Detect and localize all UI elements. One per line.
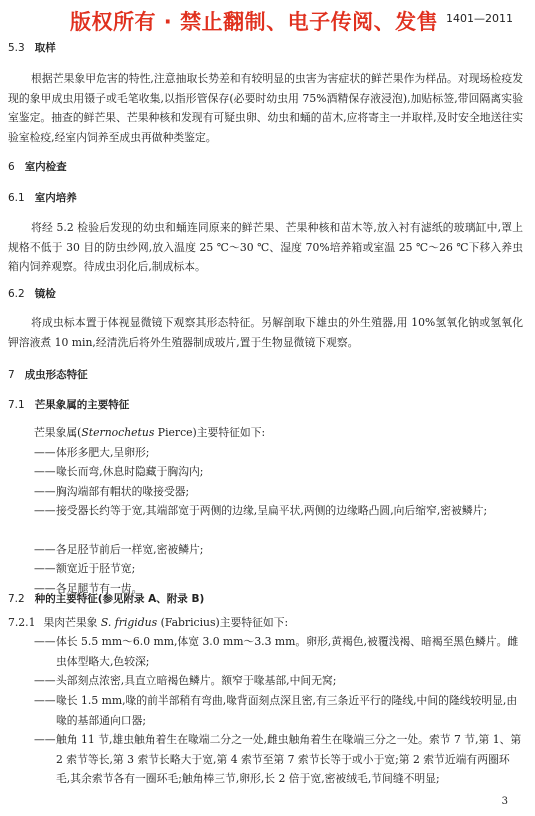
section-6-1-body: 将经 5.2 检验后发现的幼虫和蛹连同原来的鲜芒果、芒果种核和苗木等,放入衬有滤纸的玻璃缸中,罩上规格不低于 30 目的防虫纱网,放入温度 25 ℃～30 ℃、湿度 70%培养箱或室温 25 ℃～26 ℃下移入养虫箱内饲养观察。待成虫羽化后,制成标本。 (8, 221, 523, 273)
list-item: —— 头部刻点浓密,具直立暗褐色鳞片。额窄于喙基部,中间无窝; (34, 674, 337, 687)
list-item: —— 体形多肥大,呈卵形; (34, 446, 150, 459)
section-6-heading: 6 室内检查 (8, 161, 67, 173)
list-item: —— 体长 5.5 mm～6.0 mm,体宽 3.0 mm～3.3 mm。卵形,黄褐色,被覆浅褐、暗褐至黑色鳞片。雌虫体型略大,色较深; (34, 635, 519, 668)
list-item: —— 喙长而弯,休息时隐藏于胸沟内; (34, 465, 204, 478)
list-item: —— 各足腿节有一齿。 (34, 582, 143, 595)
list-item: —— 触角 11 节,雄虫触角着生在喙端二分之一处,雌虫触角着生在喙端三分之一处。索节 7 节,第 1、第 2 索节等长,第 3 索节长略大于宽,第 4 索节至第 7 索节长等于或小于宽;第 2 索节近端有两圈环毛,其余索节各有一圈环毛;触角棒三节,卵形,长 2 倍于宽,密被绒毛,节间缝不明显; (34, 733, 522, 785)
copyright-watermark: 版权所有 · 禁止翻制、电子传阅、发售 (70, 10, 439, 34)
section-7-2-heading: 7.2 种的主要特征(参见附录 A、附录 B) (8, 593, 205, 605)
section-5-3-heading: 5.3 取样 (8, 42, 56, 54)
page-number: 3 (501, 796, 508, 807)
list-item: —— 喙长 1.5 mm,喙的前半部稍有弯曲,喙背面刻点深且密,有三条近平行的隆线,中间的隆线较明显,由喙的基部通向口器; (34, 694, 518, 727)
list-item: —— 额宽近于胫节宽; (34, 562, 136, 575)
standard-number: 1401—2011 (446, 12, 513, 25)
section-6-2-body: 将成虫标本置于体视显微镜下观察其形态特征。另解剖取下雄虫的外生殖器,用 10%氢氧化钠或氢氧化钾溶液煮 10 min,经清洗后将外生殖器制成玻片,置于生物显微镜下观察。 (8, 316, 523, 349)
list-item: —— 接受器长约等于宽,其端部宽于两侧的边缘,呈扁平状,两侧的边缘略凸圆,向后缩窄,密被鳞片; (34, 504, 488, 517)
section-7-heading: 7 成虫形态特征 (8, 369, 88, 381)
list-item: —— 各足胫节前后一样宽,密被鳞片; (34, 543, 204, 556)
section-5-3-body: 根据芒果象甲危害的特性,注意抽取长势差和有较明显的虫害为害症状的鲜芒果作为样品。对现场检疫发现的象甲成虫用镊子或毛笔收集,以指形管保存(必要时幼虫用 75%酒精保存液浸泡),加贴标签,带回隔离实验室鉴定。抽查的鲜芒果、芒果种核和发现有可疑虫卵、幼虫和蛹的苗木,应将寄主一并取样,及时安全地送往实验室检疫,经室内饲养至成虫再做种类鉴定。 (8, 72, 523, 144)
section-6-2-heading: 6.2 镜检 (8, 288, 56, 300)
section-6-1-heading: 6.1 室内培养 (8, 192, 77, 204)
section-7-1-intro: 芒果象属(Sternochetus Pierce)主要特征如下: (34, 426, 266, 439)
section-7-2-1-intro: 7.2.1 果肉芒果象 S. frigidus (Fabricius)主要特征如下: (8, 616, 289, 629)
section-7-1-heading: 7.1 芒果象属的主要特征 (8, 399, 130, 411)
list-item: —— 胸沟端部有帽状的喙接受器; (34, 485, 190, 498)
